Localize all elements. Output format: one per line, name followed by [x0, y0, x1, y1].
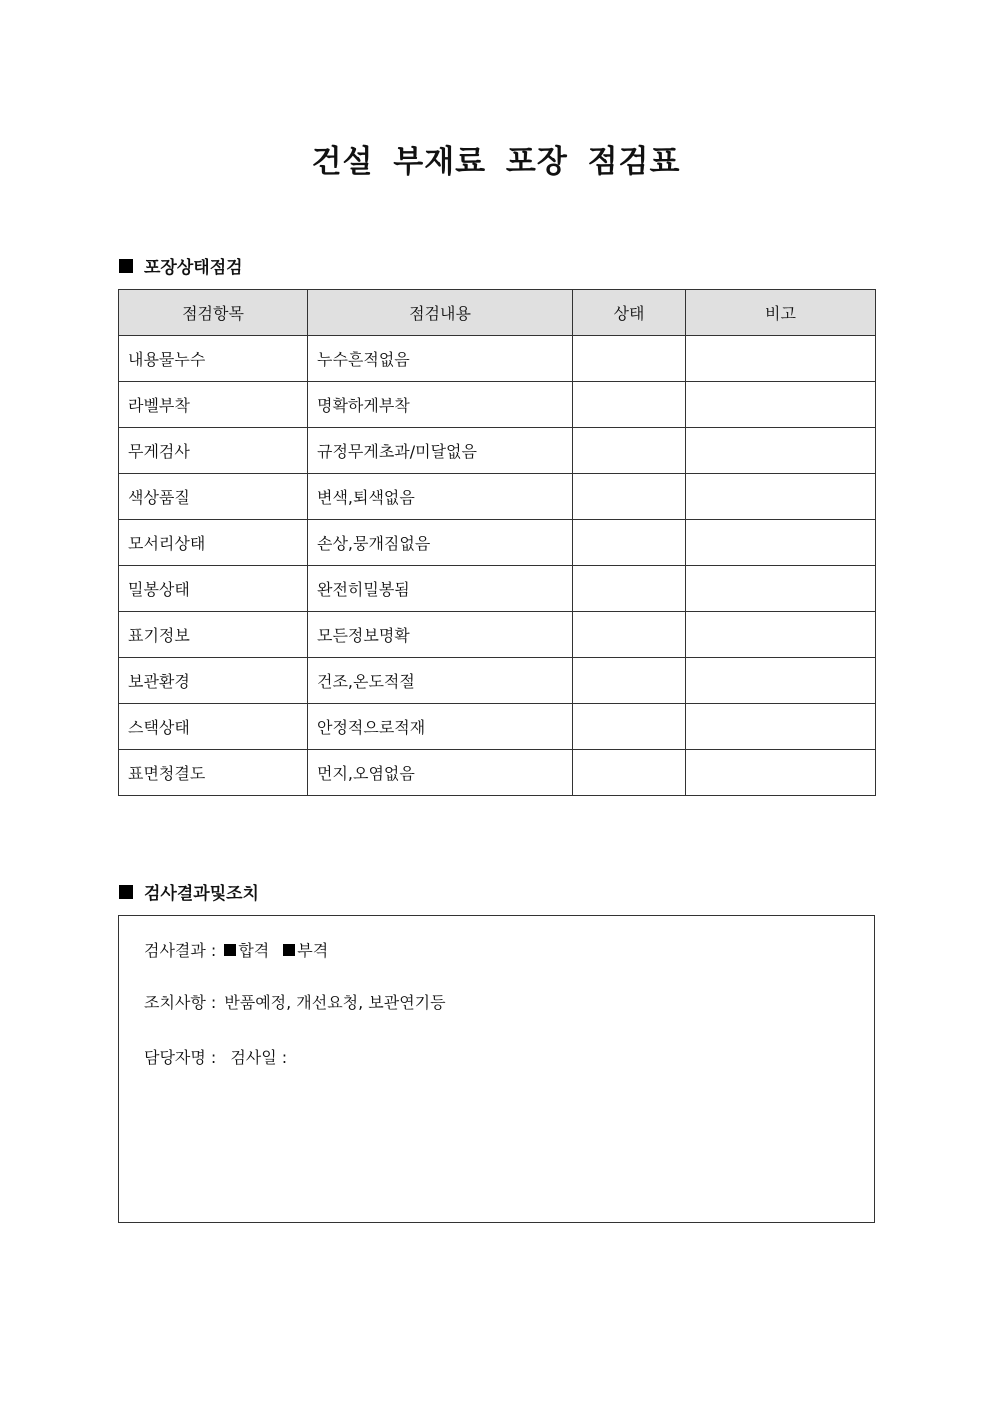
action-value: 반품예정, 개선요청, 보관연기등 [224, 993, 446, 1012]
note-cell[interactable] [686, 428, 876, 474]
section-heading-label: 포장상태점검 [144, 258, 243, 278]
table-row [119, 612, 876, 658]
square-checkbox-icon[interactable] [224, 944, 236, 956]
note-cell[interactable] [686, 566, 876, 612]
item-cell: 보관환경 [119, 658, 308, 704]
note-cell[interactable] [686, 612, 876, 658]
content-cell: 모든정보명확 [308, 612, 573, 658]
content-cell: 손상,뭉개짐없음 [308, 520, 573, 566]
action-label: 조치사항 : [144, 993, 217, 1012]
content-cell: 먼지,오염없음 [308, 750, 573, 796]
section-heading-results [119, 879, 259, 904]
status-cell[interactable] [573, 750, 686, 796]
item-cell: 밀봉상태 [119, 566, 308, 612]
section-heading-label: 검사결과및조치 [144, 884, 259, 904]
table-row [119, 704, 876, 750]
section-heading-packaging [119, 253, 243, 278]
table-row [119, 520, 876, 566]
square-bullet-icon [119, 885, 133, 899]
result-option-pass: 합격 [238, 941, 270, 960]
table-row [119, 382, 876, 428]
content-cell: 완전히밀봉됨 [308, 566, 573, 612]
status-cell[interactable] [573, 612, 686, 658]
column-header-status: 상태 [573, 290, 686, 336]
column-header-item: 점검항목 [119, 290, 308, 336]
inspection-table [118, 289, 876, 796]
table-header-row [119, 290, 876, 336]
result-line [144, 938, 328, 961]
item-cell: 내용물누수 [119, 336, 308, 382]
result-label: 검사결과 : [144, 941, 217, 960]
content-cell: 안정적으로적재 [308, 704, 573, 750]
item-cell: 모서리상태 [119, 520, 308, 566]
square-checkbox-icon[interactable] [283, 944, 295, 956]
manager-label: 담당자명 : [144, 1048, 217, 1067]
action-line [144, 990, 446, 1013]
note-cell[interactable] [686, 704, 876, 750]
column-header-note: 비고 [686, 290, 876, 336]
date-label: 검사일 : [230, 1048, 288, 1067]
table-row [119, 658, 876, 704]
table-row [119, 336, 876, 382]
item-cell: 무게검사 [119, 428, 308, 474]
table-row [119, 474, 876, 520]
table-row [119, 566, 876, 612]
content-cell: 누수흔적없음 [308, 336, 573, 382]
item-cell: 스택상태 [119, 704, 308, 750]
note-cell[interactable] [686, 520, 876, 566]
status-cell[interactable] [573, 336, 686, 382]
status-cell[interactable] [573, 566, 686, 612]
results-box [118, 915, 875, 1223]
item-cell: 표기정보 [119, 612, 308, 658]
note-cell[interactable] [686, 382, 876, 428]
status-cell[interactable] [573, 520, 686, 566]
note-cell[interactable] [686, 658, 876, 704]
status-cell[interactable] [573, 704, 686, 750]
square-bullet-icon [119, 259, 133, 273]
column-header-content: 점검내용 [308, 290, 573, 336]
document-title: 건설 부재료 포장 점검표 [311, 144, 681, 180]
status-cell[interactable] [573, 474, 686, 520]
note-cell[interactable] [686, 336, 876, 382]
status-cell[interactable] [573, 658, 686, 704]
status-cell[interactable] [573, 382, 686, 428]
table-row [119, 428, 876, 474]
note-cell[interactable] [686, 474, 876, 520]
table-row [119, 750, 876, 796]
item-cell: 색상품질 [119, 474, 308, 520]
signature-line [144, 1045, 287, 1068]
content-cell: 건조,온도적절 [308, 658, 573, 704]
content-cell: 규정무게초과/미달없음 [308, 428, 573, 474]
item-cell: 라벨부착 [119, 382, 308, 428]
status-cell[interactable] [573, 428, 686, 474]
content-cell: 명확하게부착 [308, 382, 573, 428]
content-cell: 변색,퇴색없음 [308, 474, 573, 520]
item-cell: 표면청결도 [119, 750, 308, 796]
note-cell[interactable] [686, 750, 876, 796]
result-option-fail: 부격 [297, 941, 329, 960]
